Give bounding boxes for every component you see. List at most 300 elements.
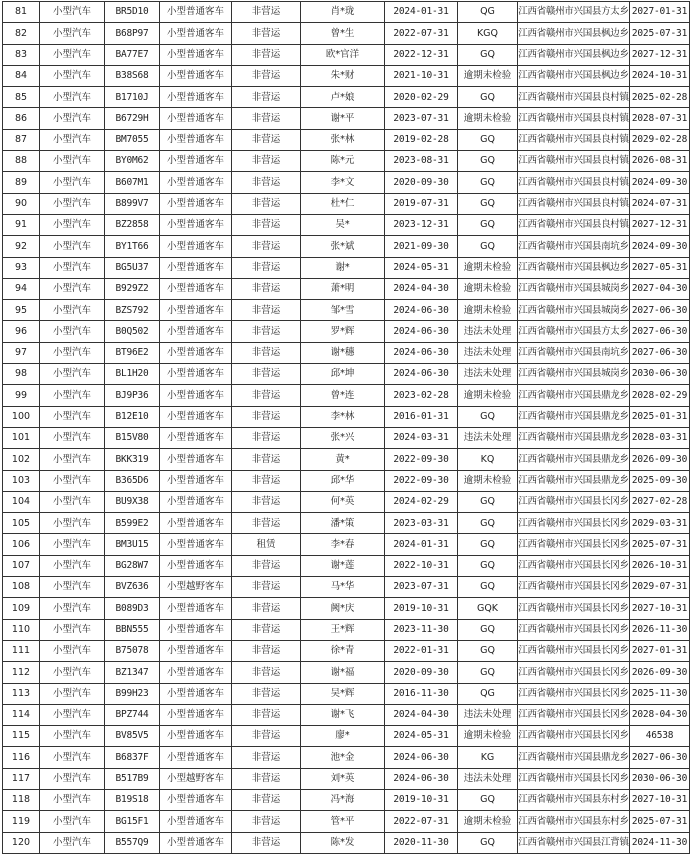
address-cell: 江西省赣州市兴国县良村镇 <box>518 151 630 172</box>
status-cell: KGQ <box>458 23 518 44</box>
usage-type-cell: 非营运 <box>232 87 301 108</box>
table-row <box>3 789 690 810</box>
vehicle-type-cell: 小型汽车 <box>40 534 105 555</box>
registration-date-cell: 2024-05-31 <box>385 257 458 278</box>
usage-type-cell: 非营运 <box>232 811 301 832</box>
plate-number-cell: BKK319 <box>105 449 160 470</box>
usage-type-cell: 非营运 <box>232 619 301 640</box>
status-cell: GQ <box>458 640 518 661</box>
owner-name-cell: 邱*坤 <box>301 364 385 385</box>
row-number-cell: 84 <box>3 65 40 86</box>
status-cell: GQ <box>458 662 518 683</box>
plate-number-cell: B99H23 <box>105 683 160 704</box>
row-number-cell: 88 <box>3 151 40 172</box>
owner-name-cell: 邹*雪 <box>301 300 385 321</box>
owner-name-cell: 冯*海 <box>301 789 385 810</box>
table-row <box>3 87 690 108</box>
plate-number-cell: BG28W7 <box>105 555 160 576</box>
registration-date-cell: 2024-01-31 <box>385 2 458 23</box>
table-row <box>3 811 690 832</box>
vehicle-type-cell: 小型汽车 <box>40 44 105 65</box>
owner-name-cell: 陈*元 <box>301 151 385 172</box>
vehicle-table <box>2 1 690 854</box>
usage-type-cell: 非营运 <box>232 704 301 725</box>
expiry-date-cell: 2028-07-31 <box>630 108 690 129</box>
address-cell: 江西省赣州市兴国县良村镇 <box>518 214 630 235</box>
plate-number-cell: BM7055 <box>105 129 160 150</box>
expiry-date-cell: 2027-12-31 <box>630 44 690 65</box>
row-number-cell: 83 <box>3 44 40 65</box>
owner-name-cell: 李*春 <box>301 534 385 555</box>
row-number-cell: 90 <box>3 193 40 214</box>
status-cell: 逾期未检验 <box>458 108 518 129</box>
table-row <box>3 534 690 555</box>
registration-date-cell: 2023-07-31 <box>385 577 458 598</box>
vehicle-type-cell: 小型汽车 <box>40 704 105 725</box>
vehicle-type-cell: 小型汽车 <box>40 662 105 683</box>
registration-date-cell: 2023-11-30 <box>385 619 458 640</box>
owner-name-cell: 潘*策 <box>301 513 385 534</box>
registration-date-cell: 2024-06-30 <box>385 321 458 342</box>
registration-date-cell: 2023-08-31 <box>385 151 458 172</box>
owner-name-cell: 谢*穗 <box>301 342 385 363</box>
status-cell: 违法未处理 <box>458 704 518 725</box>
table-row <box>3 44 690 65</box>
owner-name-cell: 肖*珑 <box>301 2 385 23</box>
status-cell: 逾期未检验 <box>458 257 518 278</box>
row-number-cell: 102 <box>3 449 40 470</box>
status-cell: GQ <box>458 832 518 853</box>
status-cell: GQ <box>458 236 518 257</box>
vehicle-type-cell: 小型汽车 <box>40 726 105 747</box>
registration-date-cell: 2023-12-31 <box>385 214 458 235</box>
expiry-date-cell: 2026-10-31 <box>630 555 690 576</box>
owner-name-cell: 陈*发 <box>301 832 385 853</box>
address-cell: 江西省赣州市兴国县良村镇 <box>518 193 630 214</box>
table-row <box>3 449 690 470</box>
vehicle-type-cell: 小型汽车 <box>40 406 105 427</box>
row-number-cell: 91 <box>3 214 40 235</box>
vehicle-type-cell: 小型汽车 <box>40 513 105 534</box>
plate-number-cell: BM3U15 <box>105 534 160 555</box>
registration-date-cell: 2020-09-30 <box>385 662 458 683</box>
registration-date-cell: 2019-07-31 <box>385 193 458 214</box>
expiry-date-cell: 2024-09-30 <box>630 172 690 193</box>
row-number-cell: 120 <box>3 832 40 853</box>
usage-type-cell: 非营运 <box>232 214 301 235</box>
usage-type-cell: 非营运 <box>232 257 301 278</box>
table-row <box>3 832 690 853</box>
row-number-cell: 87 <box>3 129 40 150</box>
address-cell: 江西省赣州市兴国县东村乡 <box>518 811 630 832</box>
address-cell: 江西省赣州市兴国县枫边乡 <box>518 65 630 86</box>
address-cell: 江西省赣州市兴国县长冈乡 <box>518 555 630 576</box>
usage-type-cell: 非营运 <box>232 555 301 576</box>
row-number-cell: 105 <box>3 513 40 534</box>
vehicle-type-cell: 小型汽车 <box>40 768 105 789</box>
vehicle-model-cell: 小型普通客车 <box>160 598 232 619</box>
status-cell: QG <box>458 683 518 704</box>
expiry-date-cell: 2025-09-30 <box>630 470 690 491</box>
status-cell: 逾期未检验 <box>458 385 518 406</box>
vehicle-type-cell: 小型汽车 <box>40 321 105 342</box>
expiry-date-cell: 2027-12-31 <box>630 214 690 235</box>
address-cell: 江西省赣州市兴国县南坑乡 <box>518 342 630 363</box>
row-number-cell: 108 <box>3 577 40 598</box>
table-row <box>3 747 690 768</box>
address-cell: 江西省赣州市兴国县鼎龙乡 <box>518 747 630 768</box>
status-cell: GQ <box>458 491 518 512</box>
status-cell: KQ <box>458 449 518 470</box>
address-cell: 江西省赣州市兴国县方太乡 <box>518 321 630 342</box>
vehicle-model-cell: 小型普通客车 <box>160 491 232 512</box>
address-cell: 江西省赣州市兴国县良村镇 <box>518 108 630 129</box>
vehicle-type-cell: 小型汽车 <box>40 470 105 491</box>
status-cell: 违法未处理 <box>458 768 518 789</box>
vehicle-model-cell: 小型普通客车 <box>160 87 232 108</box>
vehicle-model-cell: 小型普通客车 <box>160 364 232 385</box>
expiry-date-cell: 2025-02-28 <box>630 87 690 108</box>
usage-type-cell: 非营运 <box>232 44 301 65</box>
address-cell: 江西省赣州市兴国县枫边乡 <box>518 23 630 44</box>
vehicle-type-cell: 小型汽车 <box>40 491 105 512</box>
usage-type-cell: 非营运 <box>232 513 301 534</box>
row-number-cell: 117 <box>3 768 40 789</box>
usage-type-cell: 非营运 <box>232 598 301 619</box>
owner-name-cell: 曾*生 <box>301 23 385 44</box>
plate-number-cell: B929Z2 <box>105 278 160 299</box>
vehicle-model-cell: 小型普通客车 <box>160 108 232 129</box>
row-number-cell: 104 <box>3 491 40 512</box>
vehicle-model-cell: 小型普通客车 <box>160 726 232 747</box>
status-cell: 逾期未检验 <box>458 278 518 299</box>
expiry-date-cell: 2025-07-31 <box>630 534 690 555</box>
registration-date-cell: 2022-07-31 <box>385 23 458 44</box>
vehicle-type-cell: 小型汽车 <box>40 342 105 363</box>
status-cell: KG <box>458 747 518 768</box>
usage-type-cell: 非营运 <box>232 789 301 810</box>
row-number-cell: 116 <box>3 747 40 768</box>
usage-type-cell: 非营运 <box>232 172 301 193</box>
registration-date-cell: 2023-02-28 <box>385 385 458 406</box>
vehicle-model-cell: 小型普通客车 <box>160 278 232 299</box>
expiry-date-cell: 2026-09-30 <box>630 662 690 683</box>
vehicle-type-cell: 小型汽车 <box>40 151 105 172</box>
plate-number-cell: B19S18 <box>105 789 160 810</box>
usage-type-cell: 非营运 <box>232 342 301 363</box>
owner-name-cell: 廖* <box>301 726 385 747</box>
address-cell: 江西省赣州市兴国县枫边乡 <box>518 44 630 65</box>
row-number-cell: 86 <box>3 108 40 129</box>
vehicle-model-cell: 小型普通客车 <box>160 555 232 576</box>
vehicle-model-cell: 小型普通客车 <box>160 172 232 193</box>
vehicle-model-cell: 小型越野客车 <box>160 768 232 789</box>
owner-name-cell: 谢*福 <box>301 662 385 683</box>
status-cell: 逾期未检验 <box>458 470 518 491</box>
registration-date-cell: 2019-10-31 <box>385 789 458 810</box>
address-cell: 江西省赣州市兴国县长冈乡 <box>518 534 630 555</box>
owner-name-cell: 张*兴 <box>301 427 385 448</box>
usage-type-cell: 非营运 <box>232 193 301 214</box>
usage-type-cell: 非营运 <box>232 108 301 129</box>
vehicle-model-cell: 小型普通客车 <box>160 321 232 342</box>
registration-date-cell: 2022-09-30 <box>385 470 458 491</box>
status-cell: 逾期未检验 <box>458 65 518 86</box>
registration-date-cell: 2020-02-29 <box>385 87 458 108</box>
owner-name-cell: 吴* <box>301 214 385 235</box>
plate-number-cell: B517B9 <box>105 768 160 789</box>
expiry-date-cell: 2028-02-29 <box>630 385 690 406</box>
registration-date-cell: 2024-05-31 <box>385 726 458 747</box>
owner-name-cell: 张*斌 <box>301 236 385 257</box>
usage-type-cell: 非营运 <box>232 662 301 683</box>
plate-number-cell: BL1H20 <box>105 364 160 385</box>
address-cell: 江西省赣州市兴国县长冈乡 <box>518 640 630 661</box>
vehicle-type-cell: 小型汽车 <box>40 832 105 853</box>
vehicle-type-cell: 小型汽车 <box>40 577 105 598</box>
vehicle-type-cell: 小型汽车 <box>40 598 105 619</box>
expiry-date-cell: 2024-10-31 <box>630 65 690 86</box>
address-cell: 江西省赣州市兴国县南坑乡 <box>518 236 630 257</box>
table-row <box>3 427 690 448</box>
row-number-cell: 101 <box>3 427 40 448</box>
owner-name-cell: 管*平 <box>301 811 385 832</box>
plate-number-cell: BBN555 <box>105 619 160 640</box>
registration-date-cell: 2022-12-31 <box>385 44 458 65</box>
expiry-date-cell: 2027-02-28 <box>630 491 690 512</box>
vehicle-model-cell: 小型普通客车 <box>160 385 232 406</box>
row-number-cell: 113 <box>3 683 40 704</box>
usage-type-cell: 非营运 <box>232 364 301 385</box>
expiry-date-cell: 2030-06-30 <box>630 768 690 789</box>
plate-number-cell: B12E10 <box>105 406 160 427</box>
expiry-date-cell: 2027-04-30 <box>630 278 690 299</box>
registration-date-cell: 2024-06-30 <box>385 768 458 789</box>
vehicle-model-cell: 小型普通客车 <box>160 2 232 23</box>
expiry-date-cell: 2027-06-30 <box>630 300 690 321</box>
vehicle-type-cell: 小型汽车 <box>40 172 105 193</box>
expiry-date-cell: 2030-06-30 <box>630 364 690 385</box>
usage-type-cell: 非营运 <box>232 470 301 491</box>
vehicle-model-cell: 小型普通客车 <box>160 662 232 683</box>
vehicle-model-cell: 小型普通客车 <box>160 257 232 278</box>
table-row <box>3 129 690 150</box>
registration-date-cell: 2022-09-30 <box>385 449 458 470</box>
row-number-cell: 92 <box>3 236 40 257</box>
registration-date-cell: 2019-02-28 <box>385 129 458 150</box>
table-row <box>3 2 690 23</box>
plate-number-cell: BR5D10 <box>105 2 160 23</box>
registration-date-cell: 2021-10-31 <box>385 65 458 86</box>
address-cell: 江西省赣州市兴国县鼎龙乡 <box>518 427 630 448</box>
table-row <box>3 406 690 427</box>
vehicle-type-cell: 小型汽车 <box>40 129 105 150</box>
plate-number-cell: B6729H <box>105 108 160 129</box>
vehicle-model-cell: 小型越野客车 <box>160 577 232 598</box>
status-cell: GQ <box>458 619 518 640</box>
plate-number-cell: BU9X38 <box>105 491 160 512</box>
vehicle-model-cell: 小型普通客车 <box>160 44 232 65</box>
address-cell: 江西省赣州市兴国县鼎龙乡 <box>518 406 630 427</box>
address-cell: 江西省赣州市兴国县长冈乡 <box>518 491 630 512</box>
table-row <box>3 236 690 257</box>
row-number-cell: 97 <box>3 342 40 363</box>
address-cell: 江西省赣州市兴国县江背镇 <box>518 832 630 853</box>
usage-type-cell: 非营运 <box>232 406 301 427</box>
usage-type-cell: 非营运 <box>232 129 301 150</box>
address-cell: 江西省赣州市兴国县长冈乡 <box>518 768 630 789</box>
usage-type-cell: 非营运 <box>232 236 301 257</box>
vehicle-model-cell: 小型普通客车 <box>160 619 232 640</box>
owner-name-cell: 李*林 <box>301 406 385 427</box>
registration-date-cell: 2020-09-30 <box>385 172 458 193</box>
address-cell: 江西省赣州市兴国县长冈乡 <box>518 598 630 619</box>
address-cell: 江西省赣州市兴国县长冈乡 <box>518 577 630 598</box>
owner-name-cell: 徐*青 <box>301 640 385 661</box>
vehicle-model-cell: 小型普通客车 <box>160 406 232 427</box>
row-number-cell: 118 <box>3 789 40 810</box>
plate-number-cell: B75078 <box>105 640 160 661</box>
vehicle-type-cell: 小型汽车 <box>40 257 105 278</box>
owner-name-cell: 欧*官洋 <box>301 44 385 65</box>
vehicle-type-cell: 小型汽车 <box>40 385 105 406</box>
registration-date-cell: 2024-03-31 <box>385 427 458 448</box>
plate-number-cell: B38S68 <box>105 65 160 86</box>
row-number-cell: 107 <box>3 555 40 576</box>
expiry-date-cell: 2029-07-31 <box>630 577 690 598</box>
row-number-cell: 96 <box>3 321 40 342</box>
address-cell: 江西省赣州市兴国县方太乡 <box>518 2 630 23</box>
plate-number-cell: BT96E2 <box>105 342 160 363</box>
usage-type-cell: 非营运 <box>232 726 301 747</box>
registration-date-cell: 2024-06-30 <box>385 300 458 321</box>
plate-number-cell: BV85V5 <box>105 726 160 747</box>
registration-date-cell: 2022-07-31 <box>385 811 458 832</box>
vehicle-type-cell: 小型汽车 <box>40 193 105 214</box>
status-cell: GQK <box>458 598 518 619</box>
registration-date-cell: 2024-06-30 <box>385 747 458 768</box>
owner-name-cell: 李*文 <box>301 172 385 193</box>
usage-type-cell: 非营运 <box>232 640 301 661</box>
expiry-date-cell: 2025-11-30 <box>630 683 690 704</box>
table-row <box>3 577 690 598</box>
row-number-cell: 119 <box>3 811 40 832</box>
vehicle-model-cell: 小型普通客车 <box>160 427 232 448</box>
address-cell: 江西省赣州市兴国县长冈乡 <box>518 704 630 725</box>
usage-type-cell: 非营运 <box>232 577 301 598</box>
table-row <box>3 704 690 725</box>
row-number-cell: 99 <box>3 385 40 406</box>
table-row <box>3 172 690 193</box>
expiry-date-cell: 2027-01-31 <box>630 640 690 661</box>
row-number-cell: 95 <box>3 300 40 321</box>
status-cell: 违法未处理 <box>458 364 518 385</box>
plate-number-cell: BJ9P36 <box>105 385 160 406</box>
vehicle-type-cell: 小型汽车 <box>40 555 105 576</box>
plate-number-cell: B607M1 <box>105 172 160 193</box>
address-cell: 江西省赣州市兴国县长冈乡 <box>518 662 630 683</box>
vehicle-model-cell: 小型普通客车 <box>160 129 232 150</box>
address-cell: 江西省赣州市兴国县东村乡 <box>518 789 630 810</box>
table-row <box>3 768 690 789</box>
table-row <box>3 640 690 661</box>
expiry-date-cell: 2024-09-30 <box>630 236 690 257</box>
owner-name-cell: 曾*连 <box>301 385 385 406</box>
vehicle-model-cell: 小型普通客车 <box>160 513 232 534</box>
status-cell: GQ <box>458 193 518 214</box>
registration-date-cell: 2024-02-29 <box>385 491 458 512</box>
owner-name-cell: 何*英 <box>301 491 385 512</box>
plate-number-cell: B1710J <box>105 87 160 108</box>
expiry-date-cell: 2025-07-31 <box>630 811 690 832</box>
usage-type-cell: 非营运 <box>232 491 301 512</box>
owner-name-cell: 马*华 <box>301 577 385 598</box>
owner-name-cell: 邱*华 <box>301 470 385 491</box>
owner-name-cell: 刘*英 <box>301 768 385 789</box>
status-cell: GQ <box>458 129 518 150</box>
registration-date-cell: 2024-04-30 <box>385 704 458 725</box>
vehicle-model-cell: 小型普通客车 <box>160 300 232 321</box>
status-cell: QG <box>458 2 518 23</box>
vehicle-type-cell: 小型汽车 <box>40 236 105 257</box>
table-row <box>3 662 690 683</box>
plate-number-cell: B15V80 <box>105 427 160 448</box>
vehicle-type-cell: 小型汽车 <box>40 2 105 23</box>
vehicle-model-cell: 小型普通客车 <box>160 151 232 172</box>
table-row <box>3 257 690 278</box>
registration-date-cell: 2024-01-31 <box>385 534 458 555</box>
expiry-date-cell: 2025-01-31 <box>630 406 690 427</box>
vehicle-model-cell: 小型普通客车 <box>160 236 232 257</box>
table-row <box>3 555 690 576</box>
table-body <box>3 2 690 854</box>
vehicle-model-cell: 小型普通客车 <box>160 214 232 235</box>
vehicle-type-cell: 小型汽车 <box>40 300 105 321</box>
address-cell: 江西省赣州市兴国县鼎龙乡 <box>518 470 630 491</box>
row-number-cell: 106 <box>3 534 40 555</box>
vehicle-model-cell: 小型普通客车 <box>160 342 232 363</box>
plate-number-cell: BPZ744 <box>105 704 160 725</box>
vehicle-type-cell: 小型汽车 <box>40 23 105 44</box>
status-cell: 违法未处理 <box>458 321 518 342</box>
registration-date-cell: 2016-11-30 <box>385 683 458 704</box>
usage-type-cell: 非营运 <box>232 683 301 704</box>
vehicle-model-cell: 小型普通客车 <box>160 704 232 725</box>
expiry-date-cell: 2028-03-31 <box>630 427 690 448</box>
registration-date-cell: 2022-01-31 <box>385 640 458 661</box>
registration-date-cell: 2024-04-30 <box>385 278 458 299</box>
owner-name-cell: 卢*娘 <box>301 87 385 108</box>
row-number-cell: 100 <box>3 406 40 427</box>
row-number-cell: 103 <box>3 470 40 491</box>
vehicle-type-cell: 小型汽车 <box>40 214 105 235</box>
expiry-date-cell: 2026-08-31 <box>630 151 690 172</box>
registration-date-cell: 2020-11-30 <box>385 832 458 853</box>
vehicle-type-cell: 小型汽车 <box>40 108 105 129</box>
address-cell: 江西省赣州市兴国县良村镇 <box>518 129 630 150</box>
table-row <box>3 214 690 235</box>
usage-type-cell: 租赁 <box>232 534 301 555</box>
expiry-date-cell: 2029-02-28 <box>630 129 690 150</box>
table-row <box>3 193 690 214</box>
vehicle-type-cell: 小型汽车 <box>40 427 105 448</box>
expiry-date-cell: 46538 <box>630 726 690 747</box>
expiry-date-cell: 2026-09-30 <box>630 449 690 470</box>
row-number-cell: 93 <box>3 257 40 278</box>
vehicle-model-cell: 小型普通客车 <box>160 683 232 704</box>
vehicle-type-cell: 小型汽车 <box>40 789 105 810</box>
status-cell: GQ <box>458 577 518 598</box>
